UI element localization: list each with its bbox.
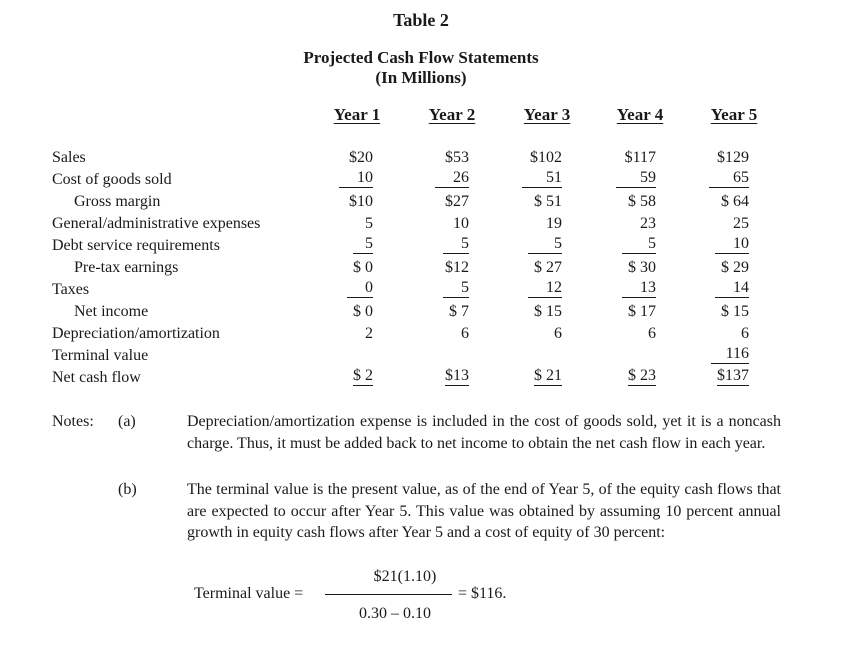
cell-ga-y2: 10 <box>453 215 469 232</box>
cell-cogs-y3: 51 <box>482 169 562 188</box>
cell-taxes-y1: 0 <box>293 279 373 298</box>
cell-pretax-y4: $ 30 <box>628 259 656 276</box>
cell-taxes-y2: 5 <box>389 279 469 298</box>
cell-gross-margin-y1: $10 <box>349 193 373 210</box>
formula-numerator: $21(1.10) <box>373 568 437 585</box>
row-label-net-cash-flow: Net cash flow <box>52 369 141 386</box>
row-label-gross-margin: Gross margin <box>74 193 161 210</box>
cell-debt-y3: 5 <box>482 235 562 254</box>
formula-result: = $116. <box>458 585 507 602</box>
cell-gross-margin-y5: $ 64 <box>721 193 749 210</box>
cell-pretax-y5: $ 29 <box>721 259 749 276</box>
note-a-marker: (a) <box>118 413 136 430</box>
cell-net-income-y1: $ 0 <box>353 303 373 320</box>
cell-pretax-y2: $12 <box>445 259 469 276</box>
cell-pretax-y1: $ 0 <box>353 259 373 276</box>
formula-label: Terminal value = <box>194 585 304 602</box>
cell-net-income-y3: $ 15 <box>534 303 562 320</box>
cell-net-income-y4: $ 17 <box>628 303 656 320</box>
cell-depreciation-y3: 6 <box>554 325 562 342</box>
row-label-ga-expenses: General/administrative expenses <box>52 215 261 232</box>
cell-net-cash-flow-y3: $ 21 <box>534 367 562 384</box>
cell-gross-margin-y3: $ 51 <box>534 193 562 210</box>
subtitle-line-2: (In Millions) <box>375 68 467 87</box>
cell-net-income-y2: $ 7 <box>449 303 469 320</box>
cell-debt-y2: 5 <box>389 235 469 254</box>
cell-taxes-y3: 12 <box>482 279 562 298</box>
cell-depreciation-y1: 2 <box>365 325 373 342</box>
cell-taxes-y4: 13 <box>576 279 656 298</box>
cell-net-cash-flow-y2: $13 <box>445 367 469 384</box>
cell-debt-y5: 10 <box>669 235 749 254</box>
year-5-header: Year 5 <box>710 105 758 124</box>
year-1-header: Year 1 <box>333 105 381 124</box>
cell-sales-y1: $20 <box>349 149 373 166</box>
row-label-cogs: Cost of goods sold <box>52 171 172 188</box>
cell-pretax-y3: $ 27 <box>534 259 562 276</box>
row-label-depreciation: Depreciation/amortization <box>52 325 220 342</box>
cell-depreciation-y4: 6 <box>648 325 656 342</box>
cell-net-cash-flow-y4: $ 23 <box>628 367 656 384</box>
row-label-debt-service: Debt service requirements <box>52 237 220 254</box>
formula-denominator: 0.30 – 0.10 <box>359 605 431 622</box>
cell-ga-y5: 25 <box>733 215 749 232</box>
cell-net-cash-flow-y1: $ 2 <box>353 367 373 384</box>
row-label-sales: Sales <box>52 149 86 166</box>
table-title: Table 2 <box>393 10 449 30</box>
cell-cogs-y1: 10 <box>293 169 373 188</box>
cell-sales-y4: $117 <box>624 149 656 166</box>
cell-ga-y4: 23 <box>640 215 656 232</box>
cell-gross-margin-y2: $27 <box>445 193 469 210</box>
formula-fraction-bar <box>325 594 452 595</box>
cell-terminal-value-y5: 116 <box>669 345 749 364</box>
cell-gross-margin-y4: $ 58 <box>628 193 656 210</box>
year-4-header: Year 4 <box>616 105 664 124</box>
row-label-taxes: Taxes <box>52 281 90 298</box>
year-2-header: Year 2 <box>428 105 476 124</box>
cell-depreciation-y2: 6 <box>461 325 469 342</box>
note-b-marker: (b) <box>118 481 137 498</box>
cell-taxes-y5: 14 <box>669 279 749 298</box>
cell-debt-y1: 5 <box>293 235 373 254</box>
note-b-text: The terminal value is the present value, as of the end of Year 5, of the equity cash flows that are expected to occur after Year 5. This value was obtained by assuming 10 percent annual growth in equity cash flows after Year 5 and a cost of equity of 30 percent: <box>187 481 781 541</box>
cell-cogs-y2: 26 <box>389 169 469 188</box>
table-subtitle <box>0 48 842 88</box>
cell-ga-y3: 19 <box>546 215 562 232</box>
row-label-terminal-value: Terminal value <box>52 347 149 364</box>
cell-depreciation-y5: 6 <box>741 325 749 342</box>
cell-sales-y3: $102 <box>530 149 562 166</box>
note-a-text: Depreciation/amortization expense is included in the cost of goods sold, yet it is a noncash charge. Thus, it must be added back to net income to obtain the net cash flow in each year. <box>187 413 781 452</box>
cell-ga-y1: 5 <box>365 215 373 232</box>
cell-sales-y5: $129 <box>717 149 749 166</box>
cell-net-cash-flow-y5: $137 <box>717 367 749 384</box>
row-label-net-income: Net income <box>74 303 149 320</box>
cell-cogs-y4: 59 <box>576 169 656 188</box>
cell-cogs-y5: 65 <box>669 169 749 188</box>
notes-label: Notes: <box>52 413 94 430</box>
year-3-header: Year 3 <box>523 105 571 124</box>
cell-sales-y2: $53 <box>445 149 469 166</box>
cell-net-income-y5: $ 15 <box>721 303 749 320</box>
row-label-pretax-earnings: Pre-tax earnings <box>74 259 179 276</box>
cell-debt-y4: 5 <box>576 235 656 254</box>
subtitle-line-1: Projected Cash Flow Statements <box>303 48 539 67</box>
